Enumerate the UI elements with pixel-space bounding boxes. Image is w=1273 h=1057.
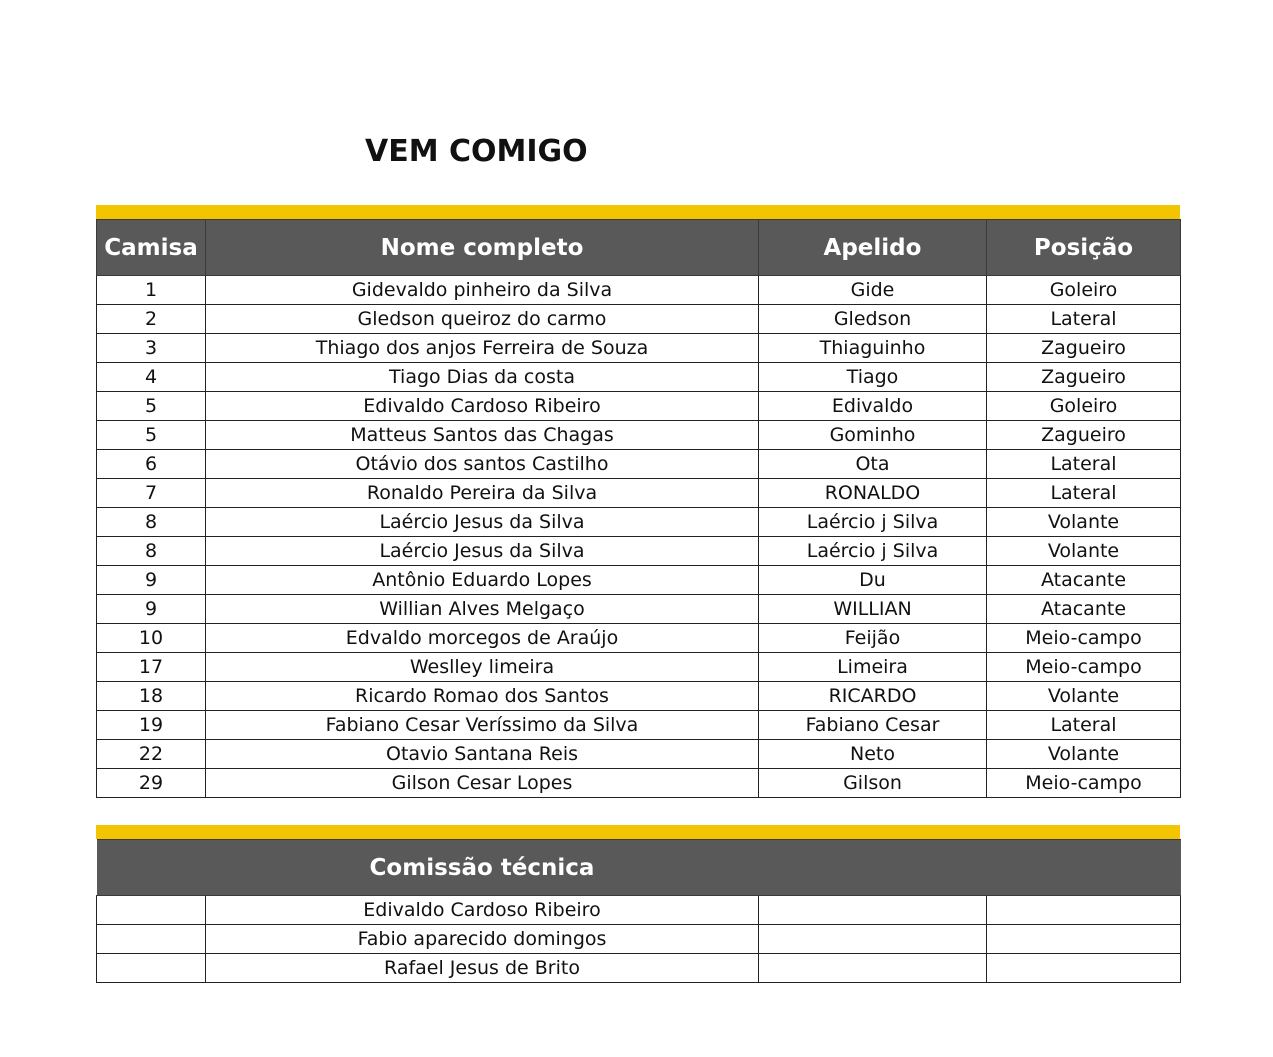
cell-apelido: RICARDO (759, 682, 987, 711)
table-row (97, 334, 1181, 363)
cell-nome-completo: Matteus Santos das Chagas (206, 421, 759, 450)
cell-camisa: 6 (97, 450, 206, 479)
cell-nome-completo: Antônio Eduardo Lopes (206, 566, 759, 595)
cell-camisa: 29 (97, 769, 206, 798)
cell-camisa: 8 (97, 537, 206, 566)
staff-table (96, 839, 1181, 983)
staff-row (97, 954, 1181, 983)
cell-apelido: Laércio j Silva (759, 508, 987, 537)
cell-apelido: Fabiano Cesar (759, 711, 987, 740)
cell-posicao: Lateral (987, 305, 1181, 334)
table-row (97, 479, 1181, 508)
cell-nome-completo: Otavio Santana Reis (206, 740, 759, 769)
cell-nome-completo: Laércio Jesus da Silva (206, 537, 759, 566)
staff-name-cell: Edivaldo Cardoso Ribeiro (206, 896, 759, 925)
cell-apelido: Du (759, 566, 987, 595)
header-camisa: Camisa (97, 220, 206, 276)
cell-posicao: Volante (987, 740, 1181, 769)
table-row (97, 392, 1181, 421)
table-row (97, 711, 1181, 740)
cell-camisa: 2 (97, 305, 206, 334)
roster-body (97, 276, 1181, 798)
staff-empty-cell (987, 896, 1181, 925)
staff-empty-cell (97, 954, 206, 983)
cell-camisa: 3 (97, 334, 206, 363)
staff-body (97, 896, 1181, 983)
cell-posicao: Goleiro (987, 392, 1181, 421)
table-row (97, 276, 1181, 305)
page-title: VEM COMIGO (365, 134, 588, 169)
staff-row (97, 896, 1181, 925)
table-row (97, 508, 1181, 537)
cell-apelido: Feijão (759, 624, 987, 653)
cell-posicao: Atacante (987, 566, 1181, 595)
cell-apelido: Ota (759, 450, 987, 479)
cell-camisa: 17 (97, 653, 206, 682)
staff-header-spacer (759, 840, 987, 896)
cell-apelido: Gide (759, 276, 987, 305)
cell-camisa: 22 (97, 740, 206, 769)
table-row (97, 566, 1181, 595)
staff-empty-cell (97, 896, 206, 925)
cell-nome-completo: Thiago dos anjos Ferreira de Souza (206, 334, 759, 363)
table-row (97, 421, 1181, 450)
cell-posicao: Lateral (987, 450, 1181, 479)
cell-apelido: Tiago (759, 363, 987, 392)
cell-nome-completo: Gledson queiroz do carmo (206, 305, 759, 334)
cell-camisa: 18 (97, 682, 206, 711)
staff-name-cell: Fabio aparecido domingos (206, 925, 759, 954)
staff-empty-cell (987, 925, 1181, 954)
cell-camisa: 9 (97, 595, 206, 624)
cell-posicao: Zagueiro (987, 334, 1181, 363)
staff-row (97, 925, 1181, 954)
roster-table (96, 219, 1181, 798)
cell-posicao: Lateral (987, 711, 1181, 740)
cell-apelido: RONALDO (759, 479, 987, 508)
cell-apelido: Gominho (759, 421, 987, 450)
table-row (97, 653, 1181, 682)
staff-name-cell: Rafael Jesus de Brito (206, 954, 759, 983)
cell-nome-completo: Weslley limeira (206, 653, 759, 682)
cell-camisa: 19 (97, 711, 206, 740)
cell-posicao: Zagueiro (987, 363, 1181, 392)
cell-nome-completo: Edivaldo Cardoso Ribeiro (206, 392, 759, 421)
staff-empty-cell (759, 954, 987, 983)
table-row (97, 624, 1181, 653)
roster-accent-bar (96, 205, 1180, 219)
cell-camisa: 7 (97, 479, 206, 508)
table-row (97, 595, 1181, 624)
cell-apelido: WILLIAN (759, 595, 987, 624)
cell-nome-completo: Tiago Dias da costa (206, 363, 759, 392)
cell-nome-completo: Edvaldo morcegos de Araújo (206, 624, 759, 653)
cell-nome-completo: Ricardo Romao dos Santos (206, 682, 759, 711)
staff-header-row (97, 840, 1181, 896)
cell-nome-completo: Laércio Jesus da Silva (206, 508, 759, 537)
cell-camisa: 5 (97, 421, 206, 450)
cell-camisa: 4 (97, 363, 206, 392)
roster-header-row (97, 220, 1181, 276)
cell-nome-completo: Otávio dos santos Castilho (206, 450, 759, 479)
cell-posicao: Zagueiro (987, 421, 1181, 450)
cell-camisa: 8 (97, 508, 206, 537)
staff-empty-cell (759, 896, 987, 925)
cell-nome-completo: Fabiano Cesar Veríssimo da Silva (206, 711, 759, 740)
staff-header-spacer (987, 840, 1181, 896)
cell-apelido: Gilson (759, 769, 987, 798)
cell-apelido: Neto (759, 740, 987, 769)
cell-apelido: Gledson (759, 305, 987, 334)
cell-posicao: Lateral (987, 479, 1181, 508)
cell-camisa: 5 (97, 392, 206, 421)
cell-apelido: Thiaguinho (759, 334, 987, 363)
cell-posicao: Volante (987, 508, 1181, 537)
table-row (97, 363, 1181, 392)
cell-posicao: Volante (987, 682, 1181, 711)
cell-camisa: 10 (97, 624, 206, 653)
table-row (97, 305, 1181, 334)
cell-nome-completo: Ronaldo Pereira da Silva (206, 479, 759, 508)
staff-empty-cell (97, 925, 206, 954)
cell-apelido: Limeira (759, 653, 987, 682)
cell-nome-completo: Gidevaldo pinheiro da Silva (206, 276, 759, 305)
cell-nome-completo: Gilson Cesar Lopes (206, 769, 759, 798)
cell-posicao: Meio-campo (987, 653, 1181, 682)
table-row (97, 769, 1181, 798)
staff-header-title: Comissão técnica (206, 840, 759, 896)
cell-posicao: Volante (987, 537, 1181, 566)
staff-accent-bar (96, 825, 1180, 839)
staff-empty-cell (987, 954, 1181, 983)
cell-apelido: Laércio j Silva (759, 537, 987, 566)
cell-posicao: Atacante (987, 595, 1181, 624)
header-nome-completo: Nome completo (206, 220, 759, 276)
cell-camisa: 9 (97, 566, 206, 595)
header-apelido: Apelido (759, 220, 987, 276)
table-row (97, 537, 1181, 566)
table-row (97, 450, 1181, 479)
staff-empty-cell (759, 925, 987, 954)
header-posicao: Posição (987, 220, 1181, 276)
table-row (97, 740, 1181, 769)
cell-nome-completo: Willian Alves Melgaço (206, 595, 759, 624)
cell-posicao: Meio-campo (987, 624, 1181, 653)
table-row (97, 682, 1181, 711)
cell-posicao: Meio-campo (987, 769, 1181, 798)
cell-posicao: Goleiro (987, 276, 1181, 305)
staff-header-spacer (97, 840, 206, 896)
cell-camisa: 1 (97, 276, 206, 305)
cell-apelido: Edivaldo (759, 392, 987, 421)
